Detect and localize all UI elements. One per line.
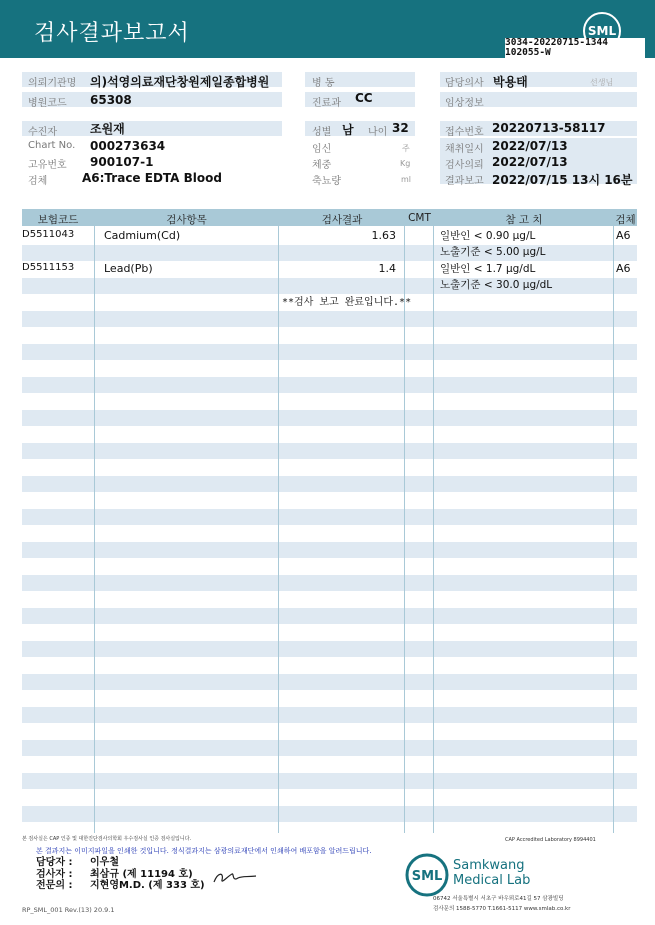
image-print-notice: 본 결과지는 이미지파일을 인쇄한 것입니다. 정식결과지는 삼광의료재단에서 인쇄하여 배포함을 알려드립니다. [36,847,372,855]
sex-label: 성별 [312,127,332,138]
patient-label: 수진자 [28,127,57,138]
column-divider [94,209,95,833]
specimen-label: 검체 [28,176,48,187]
row1-item: Cadmium(Cd) [104,229,181,242]
table-row-stripe [22,311,637,327]
row2-ref-general: 일반인 < 1.7 μg/dL [440,263,536,275]
doctor-name: 박용태 [493,75,528,89]
report-label: 결과보고 [445,176,484,187]
table-row-stripe [22,377,637,393]
specialist-name: 지현영M.D. (제 333 호) [90,880,205,891]
receipt-label: 접수번호 [445,127,484,138]
brand-name-line2: Medical Lab [453,873,531,888]
ward-label: 병 동 [312,78,335,89]
row1-result: 1.63 [371,229,396,242]
table-row-stripe [22,476,637,492]
column-divider [613,209,614,833]
table-row-stripe [22,509,637,525]
pregnancy-unit: 주 [402,144,410,153]
col-header-code: 보험코드 [37,214,79,226]
col-header-item: 검사항목 [166,214,207,226]
table-row-stripe [22,707,637,723]
hospital-name: 의)석영의료재단창원제일종합병원 [90,75,270,89]
table-row-stripe [22,641,637,657]
svg-text:SML: SML [411,869,443,884]
row2-ref-exposure: 노출기준 < 30.0 μg/dL [440,279,553,291]
signature-icon [212,868,258,886]
lab-contact: 검사문의 1588-5770 T.1661-5117 www.smlab.co.kr [433,906,571,912]
row2-result: 1.4 [378,262,396,275]
report-id: 3034-20220715-1344 102055-W [505,38,645,58]
row2-specimen: A6 [616,262,631,275]
table-row-stripe [22,344,637,360]
examiner-label: 검사자 : [36,869,73,880]
pregnancy-label: 임신 [312,144,332,155]
dept-label: 진료과 [312,98,341,109]
table-row-stripe [22,608,637,624]
weight-label: 체중 [312,160,332,171]
staff-name: 이우철 [90,857,119,868]
report-complete-note: **검사 보고 완료입니다.** [282,297,412,308]
specialist-label: 전문의 : [36,880,73,891]
staff-label: 담당자 : [36,857,73,868]
collect-date: 2022/07/13 [492,139,568,153]
weight-unit: Kg [400,159,411,168]
urine-label: 축뇨량 [312,176,341,187]
doctor-suffix: 선생님 [590,78,614,87]
id-number: 900107-1 [90,155,154,169]
row1-ref-exposure: 노출기준 < 5.00 μg/L [440,246,546,258]
hospital-label: 의뢰기관명 [28,78,77,89]
urine-unit: ml [401,175,412,184]
brand-name-line1: Samkwang [453,858,525,873]
sml-logo-icon: SML [583,12,621,50]
collect-label: 채취일시 [445,144,484,155]
receipt-number: 20220713-58117 [492,121,606,135]
col-header-reference: 참 고 치 [505,214,543,226]
hospital-code: 65308 [90,93,132,107]
specimen-value: A6:Trace EDTA Blood [82,171,222,185]
col-header-result: 검사결과 [321,214,363,226]
form-code: RP_SML_001 Rev.(13) 20.9.1 [22,906,115,914]
table-row-stripe [22,740,637,756]
cap-note: CAP Accredited Laboratory 8994401 [505,837,596,843]
sex-value: 남 [342,123,354,137]
certification-note: 본 검사실은 CAP 인증 및 대한진단검사의학회 우수검사실 인증 검사실입니다. [22,836,192,842]
col-header-cmt: CMT [408,212,431,224]
sml-brand-logo-icon [405,853,449,897]
age-value: 32 [392,121,409,135]
request-date: 2022/07/13 [492,155,568,169]
column-divider [278,209,279,833]
hospital-code-label: 병원코드 [28,98,67,109]
table-row-stripe [22,773,637,789]
age-label: 나이 [368,127,388,138]
info-bar [22,121,282,136]
patient-name: 조원재 [90,122,125,136]
col-header-specimen: 검체 [615,214,636,226]
row2-item: Lead(Pb) [104,262,153,275]
report-date: 2022/07/15 13시 16분 [492,173,633,187]
table-row-stripe [22,542,637,558]
doctor-label: 담당의사 [445,78,484,89]
lab-address: 06742 서울특별시 서초구 바우뫼로41길 57 삼광빌딩 [433,896,564,902]
request-label: 검사의뢰 [445,160,484,171]
row2-code: D5511153 [22,262,75,273]
table-row-stripe [22,575,637,591]
row1-specimen: A6 [616,229,631,242]
row1-code: D5511043 [22,229,75,240]
clinical-label: 임상정보 [445,98,484,109]
dept-value: CC [355,91,373,105]
table-row-stripe [22,410,637,426]
chart-label: Chart No. [28,140,76,151]
chart-number: 000273634 [90,139,166,153]
page-title: 검사결과보고서 [34,21,190,46]
id-label: 고유번호 [28,160,67,171]
examiner-name: 최삼규 (제 11194 호) [90,869,193,880]
column-divider [433,209,434,833]
table-row-stripe [22,443,637,459]
table-row-stripe [22,674,637,690]
table-row-stripe [22,806,637,822]
row1-ref-general: 일반인 < 0.90 μg/L [440,230,536,242]
